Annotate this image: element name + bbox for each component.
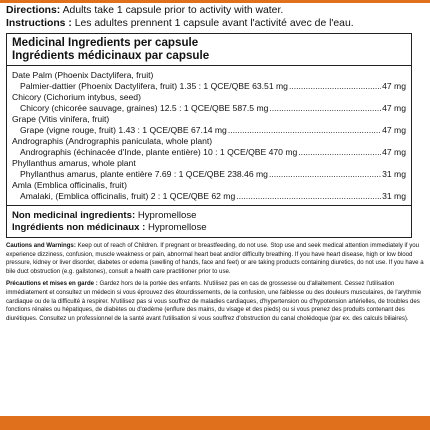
ingredients-box [6, 33, 412, 238]
ingredient-detail: Grape (vigne rouge, fruit) 1.43 : 1 QCE/QBE 67.14 mg [20, 125, 227, 135]
directions-en-text: Adults take 1 capsule prior to activity with water. [62, 5, 284, 16]
divider [7, 205, 411, 206]
ingredient-name: Date Palm (Phoenix Dactylifera, fruit) [12, 70, 154, 80]
directions-fr [6, 17, 424, 30]
ingredient-detail-row [12, 103, 406, 114]
ingredient-name: Grape (Vitis vinifera, fruit) [12, 114, 110, 124]
dot-leader [298, 147, 381, 158]
dot-leader [269, 103, 381, 114]
ingredient-list [12, 70, 406, 202]
medicinal-title-fr: Ingrédients médicinaux par capsule [12, 49, 210, 62]
precautions-paragraph [6, 280, 424, 323]
non-medicinal-en [12, 210, 406, 222]
directions-fr-text: Les adultes prennent 1 capsule avant l'activité avec de l'eau. [74, 18, 354, 29]
cautions-paragraph [6, 242, 424, 276]
ingredient-item [12, 136, 406, 158]
ingredient-amount: 47 mg [382, 81, 406, 91]
bottom-accent-strip [0, 416, 430, 430]
ingredient-name: Chicory (Cichorium intybus, seed) [12, 92, 141, 102]
cautions-text: Keep out of reach of Children. If pregnant or breastfeeding, do not use. Stop use and seek medical attention immediately if you experience dizziness, confusion, muscle weakness or pain, abnormal heart beat and/or difficulty breathing. If you have heart disease, high or low blood pressure, kidney or liver disorder, diabetes or edema (swelling of hands, face and feet) or are taking products containing diuretics, do not use. If you have a bile duct obstruction (e.g. gallstones), consult a health care practitioner prior to use. [6, 242, 424, 275]
non-medicinal-en-label: Non medicinal ingredients: [12, 210, 136, 221]
ingredient-item [12, 70, 406, 92]
ingredient-item [12, 158, 406, 180]
directions-en-label: Directions: [6, 5, 61, 16]
ingredient-name: Andrographis (Andrographis paniculata, whole plant) [12, 136, 213, 146]
ingredient-amount: 47 mg [382, 125, 406, 135]
directions-block [6, 4, 424, 30]
precautions-label: Précautions et mises en garde : [6, 280, 98, 288]
directions-fr-label: Instructions : [6, 18, 72, 29]
ingredient-item [12, 114, 406, 136]
non-medicinal-fr-label: Ingrédients non médicinaux : [12, 222, 146, 233]
ingredient-detail: Chicory (chicorée sauvage, graines) 12.5 : 1 QCE/QBE 587.5 mg [20, 103, 269, 113]
ingredient-amount: 31 mg [382, 169, 406, 179]
non-medicinal-fr [12, 222, 406, 234]
cautions-label: Cautions and Warnings: [6, 242, 76, 249]
directions-en [6, 4, 424, 17]
divider [7, 65, 411, 66]
ingredient-detail: Phyllanthus amarus, plante entière 7.69 : 1 QCE/QBE 238.46 mg [20, 169, 268, 179]
ingredient-amount: 47 mg [382, 147, 406, 157]
dot-leader [289, 81, 381, 92]
non-medicinal-block [12, 210, 406, 234]
label-panel [6, 4, 424, 323]
ingredient-name: Amla (Emblica officinalis, fruit) [12, 180, 127, 190]
top-accent-strip [0, 0, 430, 3]
ingredient-detail: Andrographis (échinacée d'Inde, plante entière) 10 : 1 QCE/QBE 470 mg [20, 147, 298, 157]
ingredient-detail-row [12, 147, 406, 158]
ingredient-name: Phyllanthus amarus, whole plant [12, 158, 136, 168]
non-medicinal-en-text: Hypromellose [137, 210, 197, 221]
ingredient-amount: 47 mg [382, 103, 406, 113]
precautions-text: Gardez hors de la portée des enfants. N'utilisez pas en cas de grossesse ou d'allaitement. Cessez l'utilisation immédiatement et consultez un médecin si vous éprouvez des étourdissements, de la confusion, une faiblesse ou des douleurs musculaires, de l'arythmie cardiaque ou de la difficulté à respirer. N'utilisez pas si vous souffrez de maladies cardiaques, d'hypertension ou d'hypotension artérielles, de troubles des fonctions rénales ou hépatiques, de diabètes ou d'œdème (enflure des mains, du visage et des pieds) ou si vous prenez des produits contenant des diurétiques. Consultez un professionnel de la santé avant l'utilisation si vous souffrez d'obstruction du canal cholédoque (par ex. des calculs biliaires). [6, 280, 422, 322]
medicinal-title-en: Medicinal Ingredients per capsule [12, 36, 199, 49]
ingredient-detail: Palmier-dattier (Phoenix Dactylifera, fruit) 1.35 : 1 QCE/QBE 63.51 mg [20, 81, 288, 91]
ingredient-detail-row [12, 81, 406, 92]
ingredient-detail-row [12, 191, 406, 202]
dot-leader [236, 191, 381, 202]
ingredient-detail-row [12, 125, 406, 136]
ingredient-item [12, 180, 406, 202]
ingredient-detail-row [12, 169, 406, 180]
dot-leader [269, 169, 381, 180]
ingredient-amount: 31 mg [382, 191, 406, 201]
non-medicinal-fr-text: Hypromellose [147, 222, 207, 233]
dot-leader [228, 125, 381, 136]
ingredient-item [12, 92, 406, 114]
ingredient-detail: Amalaki, (Emblica officinalis, fruit) 2 : 1 QCE/QBE 62 mg [20, 191, 236, 201]
